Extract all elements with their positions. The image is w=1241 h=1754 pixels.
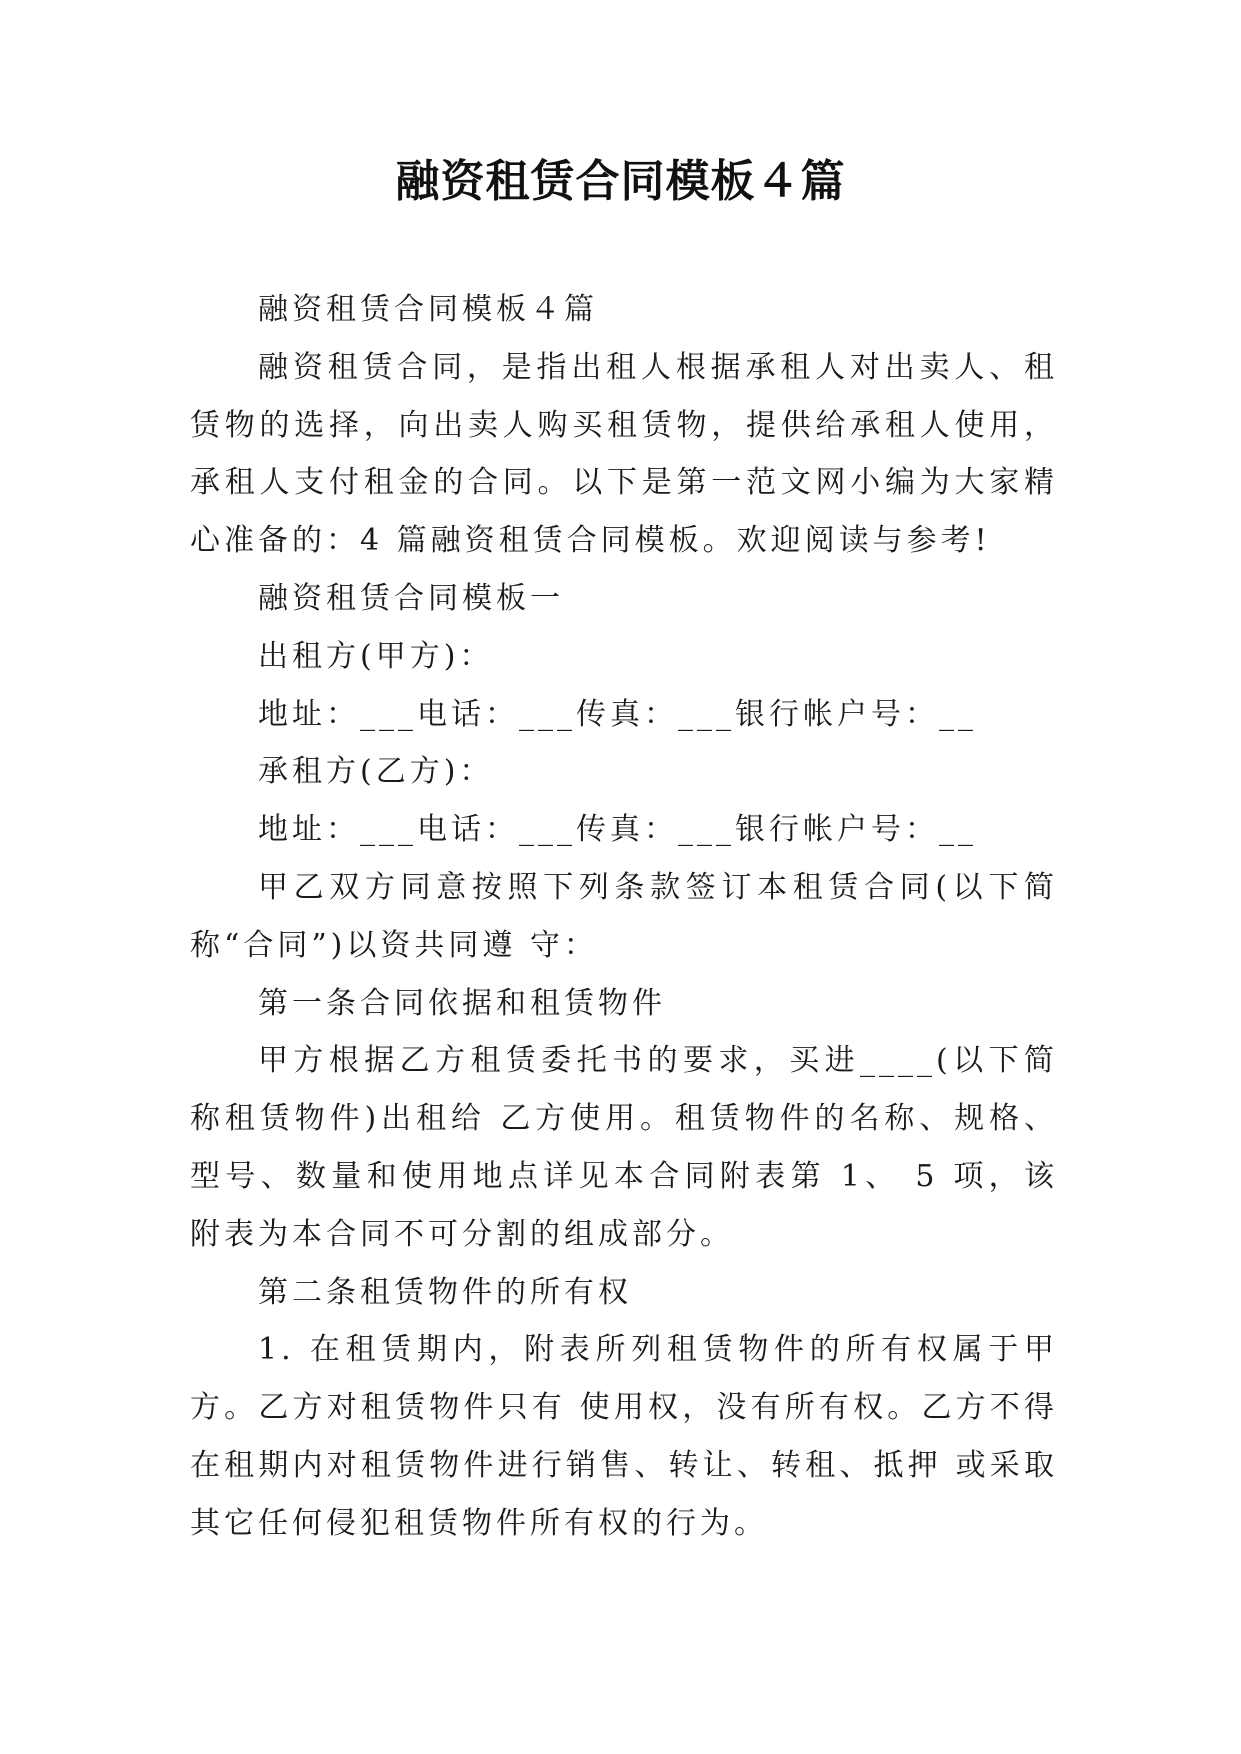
paragraph-article-one-heading: 第一条合同依据和租赁物件 xyxy=(258,985,666,1021)
paragraph-article-one-body: 甲方根据乙方租赁委托书的要求，买进____(以下简称租赁物件)出租给 乙方使用。租赁物件的名称、规格、型号、数量和使用地点详见本合同附表第 1、 5 项，该附表为本合同不可分割的组成部分。 xyxy=(190,1043,1058,1252)
paragraph-lessee-contact: 地址：___电话：___传真：___银行帐户号：__ xyxy=(258,812,977,848)
paragraph-subtitle: 融资租赁合同模板４篇 xyxy=(258,292,598,327)
paragraph-lessee-label: 承租方(乙方)： xyxy=(258,754,494,790)
document-title: 融资租赁合同模板４篇 xyxy=(395,156,846,207)
paragraph-lessor-label: 出租方(甲方)： xyxy=(258,638,494,674)
paragraph-article-two-clause-one: 1. 在租赁期内，附表所列租赁物件的所有权属于甲方。乙方对租赁物件只有 使用权，没有所有权。乙方不得在租期内对租赁物件进行销售、转让、转租、抵押 或采取其它任何侵犯租赁物件所有权的行为。 xyxy=(190,1332,1058,1541)
paragraph-intro: 融资租赁合同，是指出租人根据承租人对出卖人、租赁物的选择，向出卖人购买租赁物，提供给承租人使用，承租人支付租金的合同。以下是第一范文网小编为大家精心准备的：4 篇融资租赁合同模板。欢迎阅读与参考! xyxy=(190,349,1058,559)
paragraph-article-two-heading: 第二条租赁物件的所有权 xyxy=(258,1274,632,1310)
paragraph-template-one-heading: 融资租赁合同模板一 xyxy=(258,580,564,616)
document-body xyxy=(190,281,1058,1553)
paragraph-lessor-contact: 地址：___电话：___传真：___银行帐户号：__ xyxy=(258,696,977,732)
paragraph-agreement: 甲乙双方同意按照下列条款签订本租赁合同(以下简称“合同”)以资共同遵 守： xyxy=(190,869,1058,963)
